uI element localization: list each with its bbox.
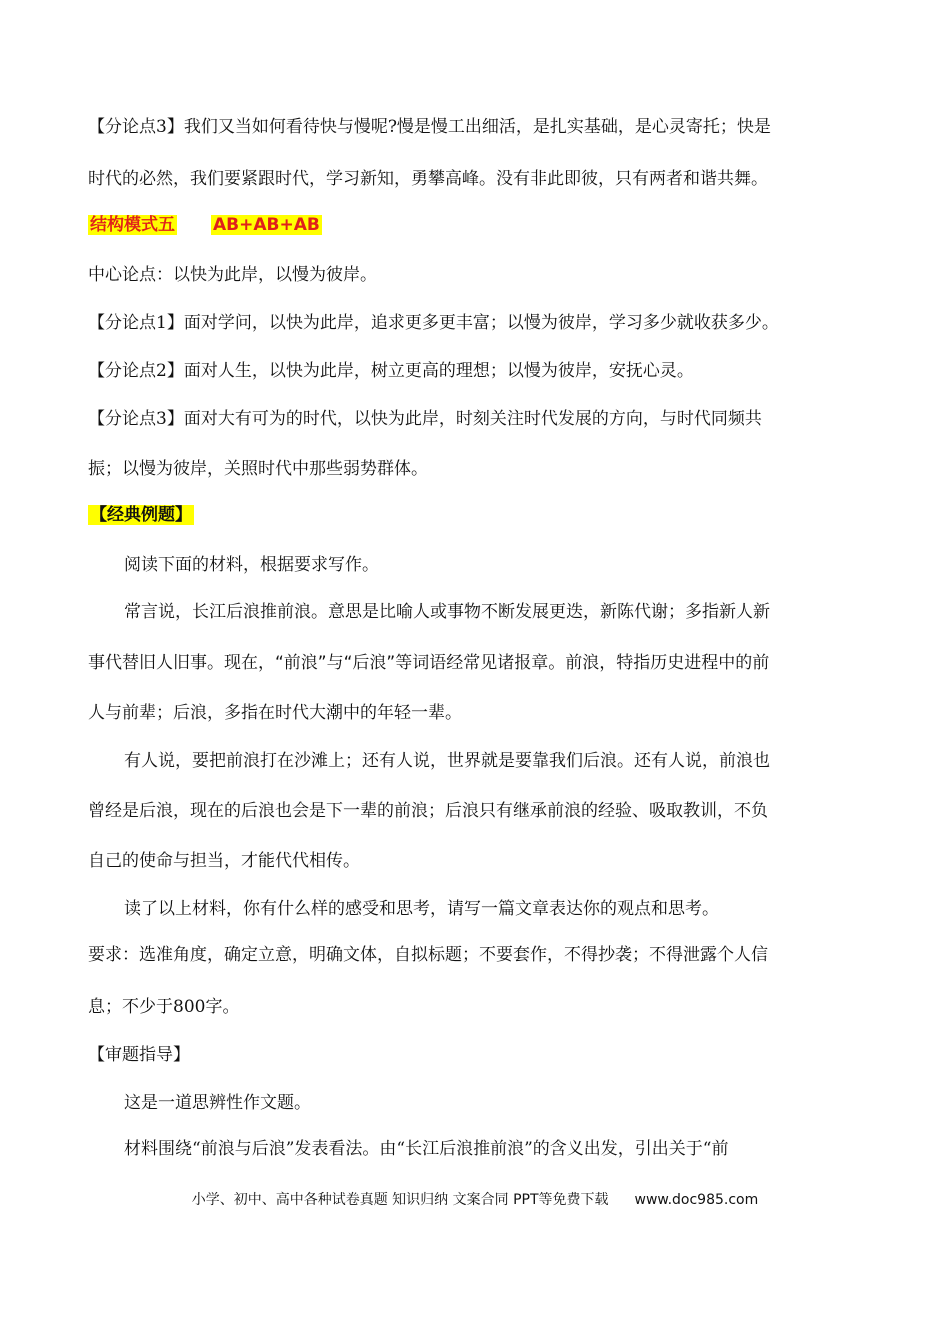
footer-text: 小学、初中、高中各种试卷真题 知识归纳 文案合同 PPT等免费下载 bbox=[191, 1192, 609, 1208]
writing-task: 读了以上材料，你有什么样的感受和思考，请写一篇文章表达你的观点和思考。 bbox=[124, 899, 719, 919]
material-1-line-2: 事代替旧人旧事。现在，“前浪”与“后浪”等词语经常见诸报章。前浪，特指历史进程中的前 bbox=[88, 653, 770, 673]
material-2-line-1: 有人说，要把前浪打在沙滩上；还有人说，世界就是要靠我们后浪。还有人说，前浪也 bbox=[124, 751, 770, 771]
example-intro: 阅读下面的材料，根据要求写作。 bbox=[124, 555, 379, 575]
sub-point-3b-line-1: 【分论点3】面对大有可为的时代，以快为此岸，时刻关注时代发展的方向，与时代同频共 bbox=[88, 409, 762, 429]
guide-line-2: 材料围绕“前浪与后浪”发表看法。由“长江后浪推前浪”的含义出发，引出关于“前 bbox=[124, 1139, 729, 1159]
section-code: AB+AB+AB bbox=[213, 215, 320, 235]
sub-point-3-line-1: 【分论点3】我们又当如何看待快与慢呢?慢是慢工出细活，是扎实基础，是心灵寄托；快是 bbox=[88, 117, 771, 137]
section-title: 结构模式五 bbox=[90, 215, 175, 235]
sub-point-3b-line-2: 振；以慢为彼岸，关照时代中那些弱势群体。 bbox=[88, 459, 428, 479]
material-2-line-3: 自己的使命与担当，才能代代相传。 bbox=[88, 851, 360, 871]
example-heading-row bbox=[88, 502, 868, 528]
material-1-line-3: 人与前辈；后浪，多指在时代大潮中的年轻一辈。 bbox=[88, 703, 462, 723]
example-heading: 【经典例题】 bbox=[90, 505, 192, 525]
sub-point-2: 【分论点2】面对人生，以快为此岸，树立更高的理想；以慢为彼岸，安抚心灵。 bbox=[88, 361, 694, 381]
footer-url[interactable]: www.doc985.com bbox=[634, 1192, 759, 1208]
section-heading bbox=[88, 212, 868, 238]
material-1-line-1: 常言说，长江后浪推前浪。意思是比喻人或事物不断发展更迭，新陈代谢；多指新人新 bbox=[124, 602, 770, 622]
requirements-line-2: 息；不少于800字。 bbox=[88, 997, 240, 1017]
requirements-line-1: 要求：选准角度，确定立意，明确文体，自拟标题；不要套作，不得抄袭；不得泄露个人信 bbox=[88, 945, 768, 965]
sub-point-1: 【分论点1】面对学问，以快为此岸，追求更多更丰富；以慢为彼岸，学习多少就收获多少。 bbox=[88, 313, 779, 333]
page-footer bbox=[0, 1190, 950, 1210]
guide-line-1: 这是一道思辨性作文题。 bbox=[124, 1093, 311, 1113]
sub-point-3-line-2: 时代的必然，我们要紧跟时代，学习新知，勇攀高峰。没有非此即彼，只有两者和谐共舞。 bbox=[88, 169, 768, 189]
central-argument: 中心论点：以快为此岸，以慢为彼岸。 bbox=[88, 265, 377, 285]
material-2-line-2: 曾经是后浪，现在的后浪也会是下一辈的前浪；后浪只有继承前浪的经验、吸取教训，不负 bbox=[88, 801, 768, 821]
guide-heading: 【审题指导】 bbox=[88, 1045, 190, 1065]
